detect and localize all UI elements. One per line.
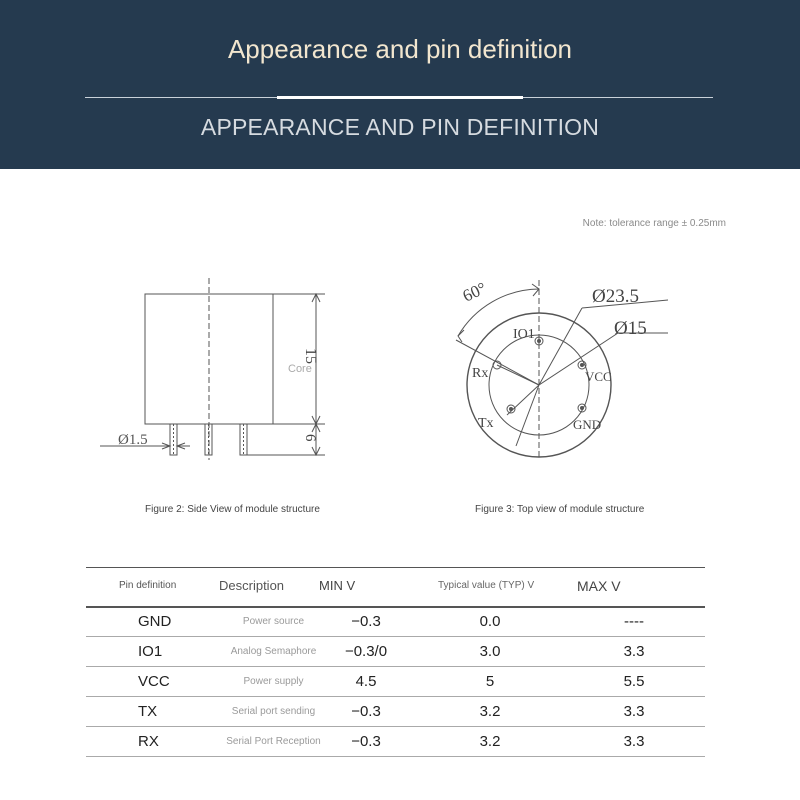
row-pin: IO1 bbox=[138, 643, 163, 660]
pin-label-vcc: VCC bbox=[585, 369, 612, 384]
row-min: −0.3 bbox=[351, 703, 381, 720]
row-pin: VCC bbox=[138, 673, 170, 690]
row-typ: 0.0 bbox=[479, 613, 501, 630]
row-min: −0.3/0 bbox=[344, 643, 388, 660]
pin-length-label: 6 bbox=[302, 434, 318, 442]
row-description: Serial port sending bbox=[231, 706, 316, 717]
table-row bbox=[86, 637, 705, 667]
tolerance-note: Note: tolerance range ± 0.25mm bbox=[582, 218, 726, 229]
row-max: 5.5 bbox=[623, 673, 645, 690]
row-max: ---- bbox=[624, 613, 644, 630]
pin-label-rx: Rx bbox=[472, 366, 489, 381]
table-bottom-rule bbox=[86, 756, 705, 757]
header-typ: Typical value (TYP) V bbox=[438, 580, 535, 591]
row-max: 3.3 bbox=[623, 733, 645, 750]
row-max: 3.3 bbox=[623, 643, 645, 660]
row-max: 3.3 bbox=[623, 703, 645, 720]
side-view-caption: Figure 2: Side View of module structure bbox=[145, 504, 320, 515]
row-pin: RX bbox=[138, 733, 159, 750]
table-row bbox=[86, 607, 705, 637]
row-typ: 5 bbox=[485, 673, 495, 690]
outer-diameter-label: Ø23.5 bbox=[592, 286, 639, 307]
row-min: −0.3 bbox=[351, 733, 381, 750]
page-subtitle: APPEARANCE AND PIN DEFINITION bbox=[200, 114, 600, 140]
header-max: MAX V bbox=[577, 578, 621, 594]
watermark-text: Core bbox=[288, 363, 312, 375]
row-description: Power supply bbox=[243, 676, 304, 687]
table-row bbox=[86, 727, 705, 757]
top-view-caption: Figure 3: Top view of module structure bbox=[475, 504, 645, 515]
header-description: Description bbox=[219, 578, 285, 593]
table-top-rule bbox=[86, 567, 705, 568]
pin-label-tx: Tx bbox=[478, 416, 494, 431]
row-description: Analog Semaphore bbox=[230, 646, 317, 657]
row-typ: 3.0 bbox=[479, 643, 501, 660]
row-description: Serial Port Reception bbox=[226, 736, 321, 747]
table-row bbox=[86, 697, 705, 727]
row-min: 4.5 bbox=[355, 673, 377, 690]
angle-label: 60° bbox=[459, 278, 490, 306]
row-typ: 3.2 bbox=[479, 733, 501, 750]
row-pin: TX bbox=[138, 703, 158, 720]
height-label: 15 bbox=[302, 348, 319, 364]
pin-circle-diameter-label: Ø15 bbox=[614, 318, 647, 339]
pin-label-io1: IO1 bbox=[513, 327, 535, 342]
row-description: Power source bbox=[242, 616, 305, 627]
row-min: −0.3 bbox=[351, 613, 381, 630]
pin-label-gnd: GND bbox=[573, 417, 602, 432]
table-row bbox=[86, 667, 705, 697]
row-typ: 3.2 bbox=[479, 703, 501, 720]
page-title: Appearance and pin definition bbox=[227, 34, 573, 64]
table-header-row bbox=[86, 571, 705, 601]
row-pin: GND bbox=[138, 613, 172, 630]
header-pin: Pin definition bbox=[119, 580, 177, 591]
pin-diameter-label: Ø1.5 bbox=[118, 432, 148, 448]
header-min: MIN V bbox=[319, 578, 356, 593]
